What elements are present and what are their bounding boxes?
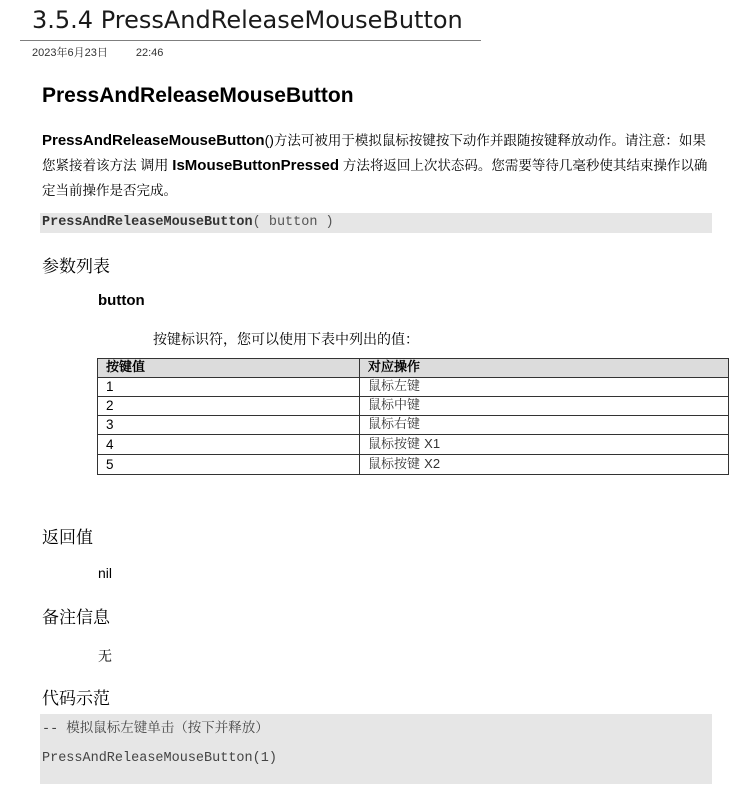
syntax-block <box>40 213 712 233</box>
table-row <box>98 416 729 435</box>
intro-text-1: 方法可被用于模拟鼠标按键按下动作并跟随按键释放动作。请注意：如果您紧接着该方法 <box>42 133 706 174</box>
intro-function-name: PressAndReleaseMouseButton <box>42 132 265 149</box>
page-title: 3.5.4 PressAndReleaseMouseButton <box>32 6 463 34</box>
intro-ref-function: IsMouseButtonPressed <box>172 157 339 174</box>
code-comment: -- 模拟鼠标左键单击（按下并释放） <box>42 722 269 737</box>
action-text: 鼠标按键 <box>368 457 421 472</box>
table-header-value: 按键值 <box>98 359 360 378</box>
syntax-args: ( button ) <box>252 215 334 230</box>
page-date: 2023年6月23日 <box>32 47 108 59</box>
intro-text-3: 方法将返回上次状态码。您需要等待几毫秒使其结束操作以确定当前操作是否完成。 <box>42 158 708 199</box>
table-cell-value: 4 <box>98 435 360 455</box>
action-text: 鼠标左键 <box>368 379 421 394</box>
intro-parens: () <box>264 132 274 148</box>
table-cell-action <box>360 397 729 416</box>
table-cell-action <box>360 416 729 435</box>
table-cell-value: 5 <box>98 455 360 475</box>
section-heading: PressAndReleaseMouseButton <box>42 84 354 107</box>
table-cell-value: 2 <box>98 397 360 416</box>
notes-heading: 备注信息 <box>42 608 110 628</box>
table-row <box>98 397 729 416</box>
table-cell-value: 3 <box>98 416 360 435</box>
param-description: 按键标识符，您可以使用下表中列出的值： <box>153 331 419 347</box>
page-meta <box>32 44 163 60</box>
action-text: 鼠标按键 <box>368 437 421 452</box>
table-cell-value: 1 <box>98 378 360 397</box>
title-divider <box>20 40 481 41</box>
returns-heading: 返回值 <box>42 528 93 548</box>
intro-paragraph <box>42 128 714 203</box>
return-value: nil <box>98 565 113 581</box>
notes-value: 无 <box>98 649 112 665</box>
action-text: 鼠标右键 <box>368 417 421 432</box>
table-cell-action <box>360 378 729 397</box>
page-time: 22:46 <box>135 47 164 59</box>
code-line: PressAndReleaseMouseButton(1) <box>42 751 277 766</box>
action-text: 鼠标中键 <box>368 398 421 413</box>
action-suffix: X2 <box>424 456 441 471</box>
syntax-function: PressAndReleaseMouseButton <box>42 215 253 230</box>
example-heading: 代码示范 <box>42 689 110 709</box>
table-cell-action <box>360 435 729 455</box>
table-header-action: 对应操作 <box>360 359 729 378</box>
param-name: button <box>98 292 145 309</box>
intro-text-2: 调用 <box>140 157 169 173</box>
action-suffix: X1 <box>424 436 441 451</box>
code-example-block <box>40 714 712 784</box>
table-row <box>98 378 729 397</box>
table-row <box>98 455 729 475</box>
table-header-row <box>98 359 729 378</box>
button-values-table <box>97 358 729 475</box>
table-cell-action <box>360 455 729 475</box>
params-heading: 参数列表 <box>42 257 110 277</box>
table-row <box>98 435 729 455</box>
